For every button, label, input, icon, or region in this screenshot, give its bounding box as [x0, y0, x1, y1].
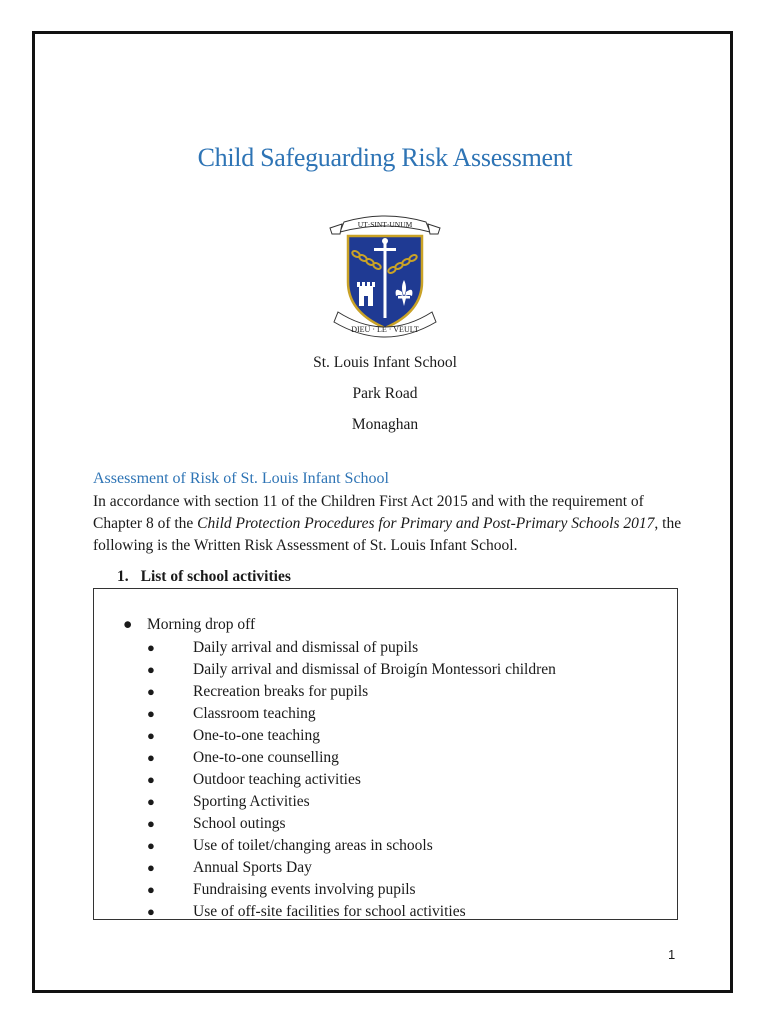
bullet-icon: ●	[147, 640, 155, 655]
bullet-icon: ●	[123, 616, 133, 633]
top-activity-label: Morning drop off	[147, 616, 256, 633]
crest-motto-top: UT·SINT·UNUM	[357, 220, 413, 229]
bullet-icon: ●	[147, 684, 155, 699]
crest-motto-bottom: DIEU · LE · VEULT	[351, 325, 419, 334]
school-crest-logo	[326, 208, 444, 342]
bullet-icon: ●	[147, 860, 155, 875]
address-town: Monaghan	[351, 416, 419, 433]
page-number: 1	[668, 947, 676, 962]
intro-paragraph	[93, 491, 683, 557]
address-school-name: St. Louis Infant School	[313, 354, 457, 371]
section-heading: Assessment of Risk of St. Louis Infant School	[93, 470, 389, 487]
bullet-icon: ●	[147, 904, 155, 919]
bullet-icon: ●	[147, 772, 155, 787]
address-street: Park Road	[352, 385, 418, 402]
document-title: Child Safeguarding Risk Assessment	[197, 143, 573, 172]
intro-text-part1: In accordance with section 11 of the Children First Act 2015 and with the requirement of Chapter 8 of the	[93, 493, 644, 532]
list-heading-text: List of school activities	[140, 568, 291, 585]
intro-text-italic: Child Protection Procedures for Primary and Post-Primary Schools 2017	[197, 515, 655, 532]
bullet-icon: ●	[147, 794, 155, 809]
bullet-icon: ●	[147, 706, 155, 721]
bullet-icon: ●	[147, 728, 155, 743]
bullet-icon: ●	[147, 816, 155, 831]
list-heading-number: 1.	[117, 568, 129, 585]
bullet-icon: ●	[147, 838, 155, 853]
bullet-icon: ●	[147, 750, 155, 765]
intro-text-part2: , the following is the Written Risk Assessment of St. Louis Infant School.	[93, 515, 682, 554]
bullet-icon: ●	[147, 882, 155, 897]
list-heading	[117, 568, 291, 586]
bullet-icon: ●	[147, 662, 155, 677]
list-item	[123, 616, 255, 634]
